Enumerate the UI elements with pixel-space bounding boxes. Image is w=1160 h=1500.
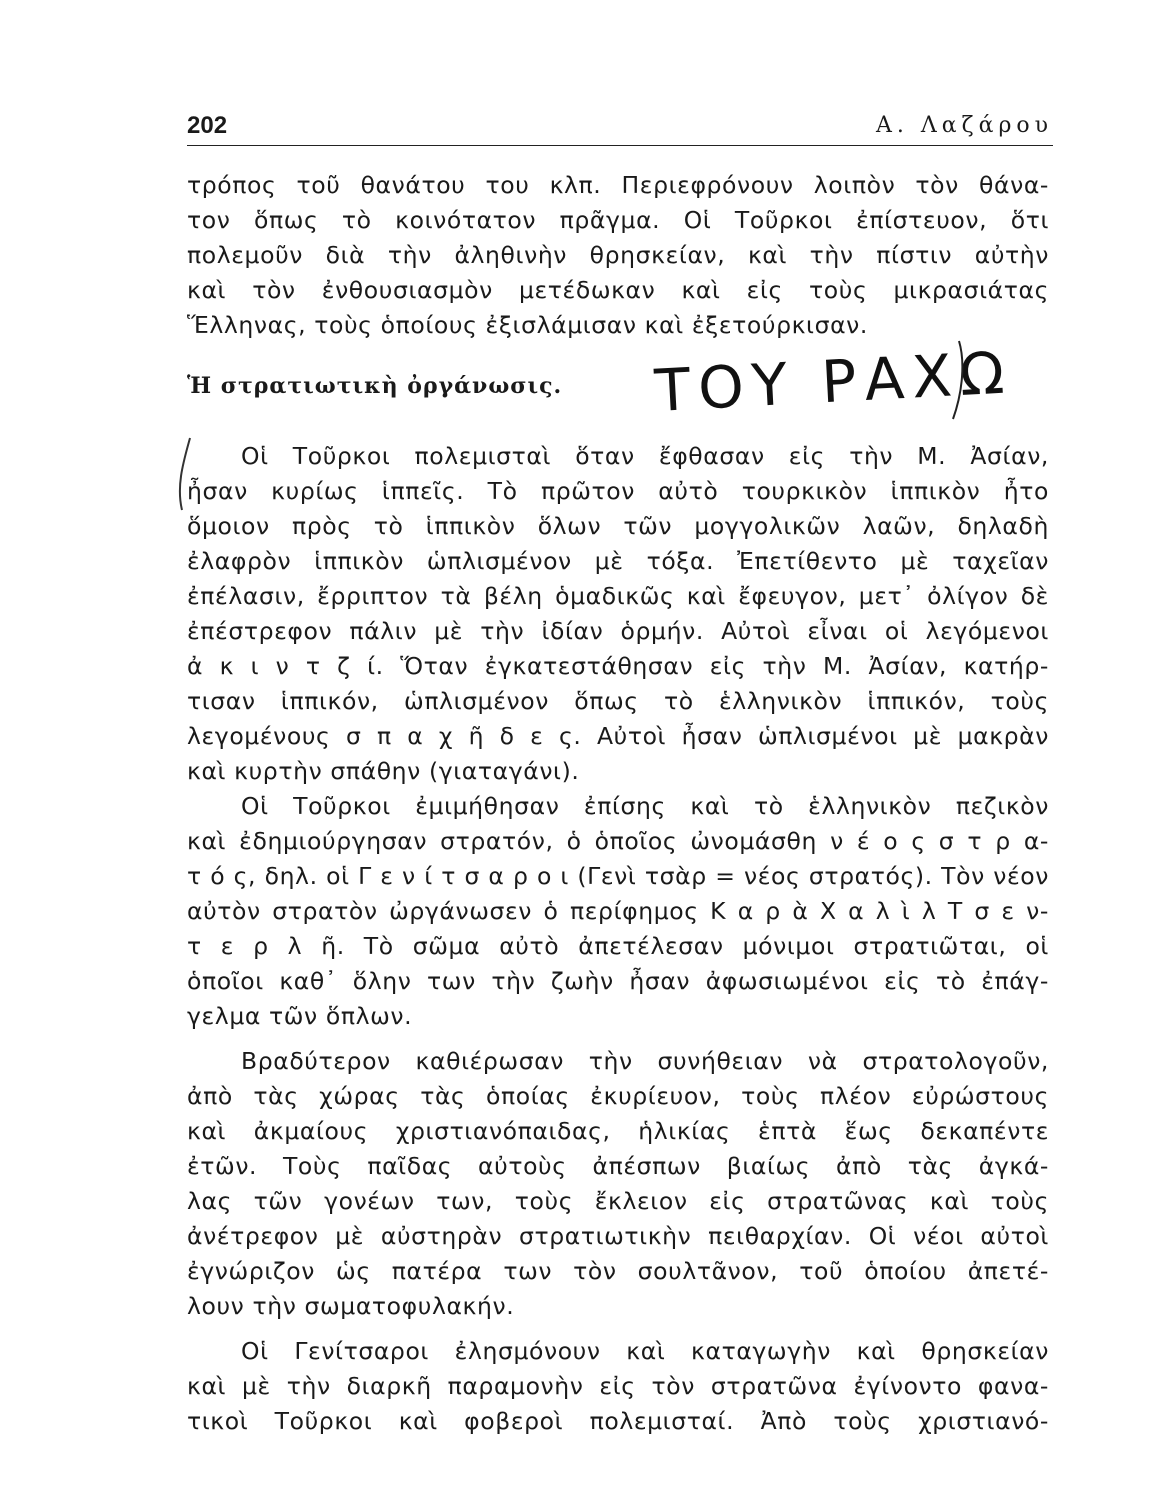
text-line: Οἱ Τοῦρκοι ἐμιμήθησαν ἐπίσης καὶ τὸ ἑλληνικὸν πεζικὸν (241, 792, 1049, 820)
text-line: Ἕλληνας, τοὺς ὁποίους ἐξισλάμισαν καὶ ἐξετούρκισαν. (187, 311, 868, 339)
text-line: ἐπέλασιν, ἔρριπτον τὰ βέλη ὁμαδικῶς καὶ ἔφευγον, μετ᾽ ὀλίγον δὲ (187, 582, 1049, 610)
text-line: λουν τὴν σωματοφυλακήν. (187, 1292, 515, 1320)
text-line: ἀπὸ τὰς χώρας τὰς ὁποίας ἐκυρίευον, τοὺς πλέον εὐρώστους (187, 1082, 1049, 1110)
text-line: τρόπος τοῦ θανάτου του κλπ. Περιεφρόνουν λοιπὸν τὸν θάνα- (187, 171, 1049, 199)
paragraph-3 (187, 1044, 1049, 1324)
header-rule (187, 145, 1053, 146)
text-line: ἀνέτρεφον μὲ αὐστηρὰν στρατιωτικὴν πειθαρχίαν. Οἱ νέοι αὐτοὶ (187, 1222, 1049, 1250)
text-line: ὁποῖοι καθ᾽ ὅλην των τὴν ζωὴν ἦσαν ἀφωσιωμένοι εἰς τὸ ἐπάγ- (187, 967, 1049, 995)
text-line: ἀ κ ι ν τ ζ ί. Ὅταν ἐγκατεστάθησαν εἰς τὴν Μ. Ἀσίαν, κατήρ- (187, 652, 1049, 680)
text-line: πολεμοῦν διὰ τὴν ἀληθινὴν θρησκείαν, καὶ τὴν πίστιν αὐτὴν (187, 241, 1049, 269)
running-head-author: Α. Λαζάρου (876, 113, 1053, 138)
text-line: ἦσαν κυρίως ἱππεῖς. Τὸ πρῶτον αὐτὸ τουρκικὸν ἱππικὸν ἦτο (187, 477, 1049, 505)
text-line: λεγομένους σ π α χ ῆ δ ε ς. Αὐτοὶ ἦσαν ὡπλισμένοι μὲ μακρὰν (187, 722, 1049, 750)
text-line: τον ὅπως τὸ κοινότατον πρᾶγμα. Οἱ Τοῦρκοι ἐπίστευον, ὅτι (187, 206, 1049, 234)
text-line: ὅμοιον πρὸς τὸ ἱππικὸν ὅλων τῶν μογγολικῶν λαῶν, δηλαδὴ (187, 512, 1049, 540)
text-line: ἐπέστρεφον πάλιν μὲ τὴν ἰδίαν ὁρμήν. Αὐτοὶ εἶναι οἱ λεγόμενοι (187, 617, 1049, 645)
handwritten-note-text: ΤΟΥ ΡΑΧΩ (653, 338, 1014, 425)
text-line: ἐτῶν. Τοὺς παῖδας αὐτοὺς ἀπέσπων βιαίως ἀπὸ τὰς ἀγκά- (187, 1152, 1049, 1180)
text-line: τ ε ρ λ ῆ. Τὸ σῶμα αὐτὸ ἀπετέλεσαν μόνιμοι στρατιῶται, οἱ (187, 932, 1049, 960)
text-line: Βραδύτερον καθιέρωσαν τὴν συνήθειαν νὰ στρατολογοῦν, (241, 1047, 1049, 1075)
text-line: ἐγνώριζον ὡς πατέρα των τὸν σουλτᾶνον, τοῦ ὁποίου ἀπετέ- (187, 1257, 1049, 1285)
text-line: καὶ ἀκμαίους χριστιανόπαιδας, ἡλικίας ἑπτὰ ἕως δεκαπέντε (187, 1117, 1049, 1145)
text-line: καὶ κυρτὴν σπάθην (γιαταγάνι). (187, 757, 580, 785)
text-line: αὐτὸν στρατὸν ὠργάνωσεν ὁ περίφημος Κ α ρ ὰ Χ α λ ὶ λ Τ σ ε ν- (187, 897, 1049, 925)
section-row (187, 338, 1049, 439)
page-number: 202 (187, 112, 228, 139)
text-line: καὶ τὸν ἐνθουσιασμὸν μετέδωκαν καὶ εἰς τοὺς μικρασιάτας (187, 276, 1049, 304)
text-line: τ ό ς, δηλ. οἱ Γ ε ν ί τ σ α ρ ο ι (Γενὶ τσὰρ = νέος στρατός). Τὸν νέον (187, 862, 1049, 890)
text-line: τισαν ἱππικόν, ὡπλισμένον ὅπως τὸ ἑλληνικὸν ἱππικόν, τοὺς (187, 687, 1049, 715)
section-heading: Ἡ στρατιωτικὴ ὀργάνωσις. (187, 373, 563, 399)
text-line: γελμα τῶν ὅπλων. (187, 1002, 413, 1030)
body-text (187, 168, 1049, 1439)
paragraph-4 (187, 1334, 1049, 1439)
text-line: Οἱ Γενίτσαροι ἐλησμόνουν καὶ καταγωγὴν καὶ θρησκείαν (241, 1337, 1049, 1365)
handwritten-annotation (647, 331, 1014, 441)
text-line: ἐλαφρὸν ἱππικὸν ὡπλισμένον μὲ τόξα. Ἐπετίθεντο μὲ ταχεῖαν (187, 547, 1049, 575)
paragraph-2 (187, 789, 1049, 1034)
text-line: λας τῶν γονέων των, τοὺς ἔκλειον εἰς στρατῶνας καὶ τοὺς (187, 1187, 1049, 1215)
paragraph-top (187, 168, 1049, 343)
paragraph-1 (187, 439, 1049, 789)
text-line: Οἱ Τοῦρκοι πολεμισταὶ ὅταν ἔφθασαν εἰς τὴν Μ. Ἀσίαν, (241, 442, 1049, 470)
text-line: καὶ μὲ τὴν διαρκῆ παραμονὴν εἰς τὸν στρατῶνα ἐγίνοντο φανα- (187, 1372, 1049, 1400)
text-line: καὶ ἐδημιούργησαν στρατόν, ὁ ὁποῖος ὠνομάσθη ν έ ο ς σ τ ρ α- (187, 827, 1049, 855)
text-line: τικοὶ Τοῦρκοι καὶ φοβεροὶ πολεμισταί. Ἀπὸ τοὺς χριστιανό- (187, 1407, 1049, 1435)
page-header (187, 112, 1053, 152)
